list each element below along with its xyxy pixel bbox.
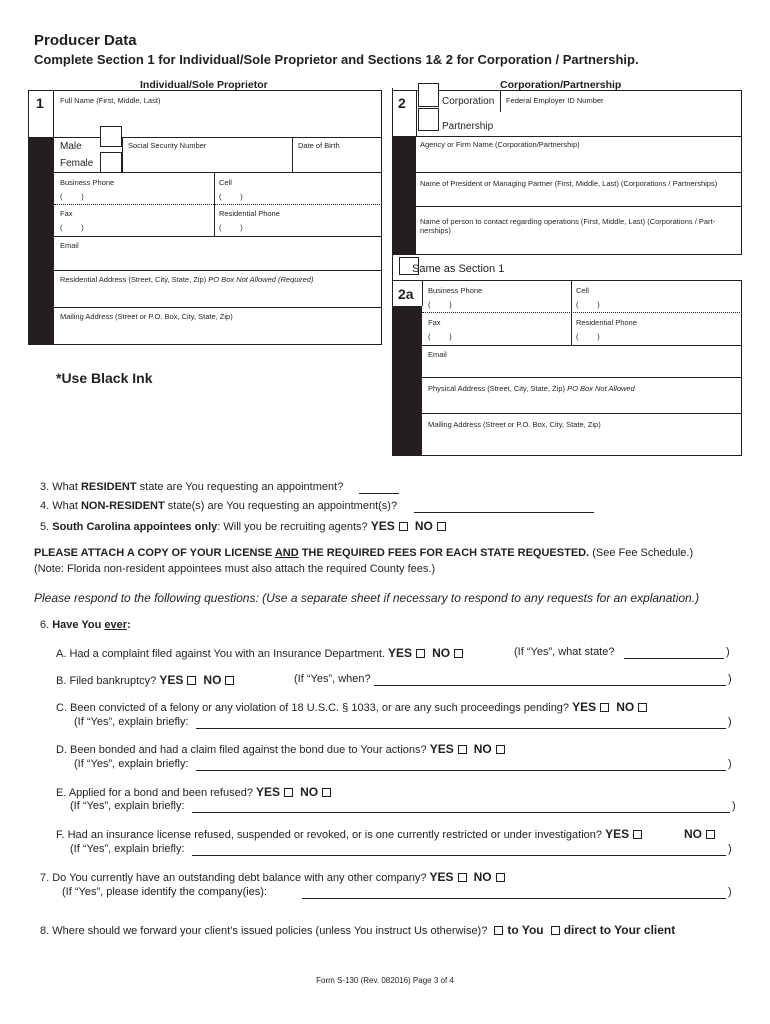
q7-yes-checkbox[interactable] xyxy=(458,873,467,882)
section1-number: 1 xyxy=(36,95,44,111)
q5-no-checkbox[interactable] xyxy=(437,522,446,531)
section2-heading: Corporation/Partnership xyxy=(500,79,622,91)
partnership-checkbox[interactable] xyxy=(418,108,439,131)
business-phone-area[interactable]: ( ) xyxy=(60,192,84,201)
question-3: 3. What RESIDENT state are You requesting an appointment? xyxy=(40,481,344,493)
2a-email-label: Email xyxy=(428,350,447,359)
mailing-address-label: Mailing Address (Street or P.O. Box, City, State, Zip) xyxy=(60,312,233,321)
divider xyxy=(416,172,742,173)
close-paren: ) xyxy=(728,716,732,728)
q6f-no-checkbox[interactable] xyxy=(706,830,715,839)
form-footer: Form S-130 (Rev. 082016) Page 3 of 4 xyxy=(316,976,454,985)
q6f-yes-checkbox[interactable] xyxy=(633,830,642,839)
2a-business-phone-area[interactable]: ( ) xyxy=(428,300,452,309)
question-6d: D. Been bonded and had a claim filed against the bond due to Your actions? YES NO xyxy=(56,742,509,756)
divider xyxy=(416,206,742,207)
fein-label: Federal Employer ID Number xyxy=(506,96,604,105)
close-paren: ) xyxy=(732,800,736,812)
divider xyxy=(54,236,382,237)
attach-license-notice: PLEASE ATTACH A COPY OF YOUR LICENSE AND THE REQUIRED FEES FOR EACH STATE REQUESTED. (See Fee Schedule.) xyxy=(34,547,694,559)
divider xyxy=(422,312,742,313)
2a-fax-label: Fax xyxy=(428,318,441,327)
divider xyxy=(416,136,742,137)
dob-label: Date of Birth xyxy=(298,141,340,150)
q6c-explain-prompt: (If “Yes”, explain briefly: xyxy=(74,716,189,728)
section1-heading: Individual/Sole Proprietor xyxy=(140,79,268,91)
2a-residential-phone-label: Residential Phone xyxy=(576,318,637,327)
question-5: 5. South Carolina appointees only: Will you be recruiting agents? YES NO xyxy=(40,519,450,533)
residential-phone-label: Residential Phone xyxy=(219,209,280,218)
to-you-label: to You xyxy=(507,923,544,937)
q6d-explain-line[interactable] xyxy=(196,770,726,771)
q6c-no-checkbox[interactable] xyxy=(638,703,647,712)
respond-instructions: Please respond to the following questions: (Use a separate sheet if necessary to respond to any requests for an explanation.) xyxy=(34,591,700,605)
2a-residential-phone-area[interactable]: ( ) xyxy=(576,332,600,341)
section1-side-bar xyxy=(28,137,54,345)
president-label: Name of President or Managing Partner (First, Middle, Last) (Corporations / Partnerships) xyxy=(420,179,718,188)
q6b-no-checkbox[interactable] xyxy=(225,676,234,685)
divider xyxy=(54,172,382,173)
question-6e: E. Applied for a bond and been refused? YES NO xyxy=(56,785,335,799)
section2a-number: 2a xyxy=(398,286,414,302)
question-8: 8. Where should we forward your client’s issued policies (unless You instruct Us otherwise)? to You direct to Your client xyxy=(40,923,676,937)
divider xyxy=(422,377,742,378)
q6c-explain-line[interactable] xyxy=(196,728,726,729)
q5-yes: YES xyxy=(370,519,395,533)
section2a-side-bar xyxy=(392,306,422,456)
2a-physical-address-note: PO Box Not Allowed xyxy=(567,384,635,393)
question-6f: F. Had an insurance license refused, suspended or revoked, or is one currently restricted or under investigation? YES xyxy=(56,827,646,841)
divider xyxy=(54,307,382,308)
residential-phone-area[interactable]: ( ) xyxy=(219,223,243,232)
female-label: Female xyxy=(60,158,94,169)
question-6b: B. Filed bankruptcy? YES NO xyxy=(56,673,238,687)
female-checkbox[interactable] xyxy=(100,152,122,173)
black-ink-note: *Use Black Ink xyxy=(56,370,153,386)
2a-cell-label: Cell xyxy=(576,286,589,295)
fax-label: Fax xyxy=(60,209,73,218)
direct-to-client-checkbox[interactable] xyxy=(551,926,560,935)
full-name-label: Full Name (First, Middle, Last) xyxy=(60,96,161,105)
q6d-yes-checkbox[interactable] xyxy=(458,745,467,754)
2a-physical-address-label: Physical Address (Street, City, State, Zip) PO Box Not Allowed xyxy=(428,384,635,393)
to-you-checkbox[interactable] xyxy=(494,926,503,935)
close-paren: ) xyxy=(728,886,732,898)
close-paren: ) xyxy=(728,673,732,685)
q7-identify-line[interactable] xyxy=(302,898,726,899)
corporation-checkbox[interactable] xyxy=(418,83,439,107)
q6b-when-line[interactable] xyxy=(374,685,726,686)
divider xyxy=(416,90,417,136)
q6b-when-prompt: (If “Yes”, when? xyxy=(294,673,371,685)
q6a-state-line[interactable] xyxy=(624,658,724,659)
florida-note: (Note: Florida non-resident appointees must also attach the required County fees.) xyxy=(34,563,436,575)
2a-fax-area[interactable]: ( ) xyxy=(428,332,452,341)
q7-no-checkbox[interactable] xyxy=(496,873,505,882)
corporation-label: Corporation xyxy=(442,96,495,107)
close-paren: ) xyxy=(728,843,732,855)
divider xyxy=(500,90,501,112)
partnership-label: Partnership xyxy=(442,121,494,132)
male-checkbox[interactable] xyxy=(100,126,122,147)
2a-cell-area[interactable]: ( ) xyxy=(576,300,600,309)
q6d-explain-prompt: (If “Yes”, explain briefly: xyxy=(74,758,189,770)
question-6: 6. Have You ever: xyxy=(40,619,131,631)
q6e-no-checkbox[interactable] xyxy=(322,788,331,797)
q6a-no-checkbox[interactable] xyxy=(454,649,463,658)
q7-identify-prompt: (If “Yes”, please identify the company(ies): xyxy=(62,886,268,898)
divider xyxy=(292,137,293,172)
q6f-explain-prompt: (If “Yes”, explain briefly: xyxy=(70,843,185,855)
fax-area[interactable]: ( ) xyxy=(60,223,84,232)
ssn-label: Social Security Number xyxy=(128,141,207,150)
question-6c: C. Been convicted of a felony or any violation of 18 U.S.C. § 1033, or are any such proceedings pending? YES NO xyxy=(56,700,651,714)
q6e-explain-prompt: (If “Yes”, explain briefly: xyxy=(70,800,185,812)
same-as-section1-label: Same as Section 1 xyxy=(412,263,505,275)
q6c-yes-checkbox[interactable] xyxy=(600,703,609,712)
divider xyxy=(422,280,423,306)
q5-yes-checkbox[interactable] xyxy=(399,522,408,531)
q6f-explain-line[interactable] xyxy=(192,855,726,856)
q6e-explain-line[interactable] xyxy=(192,812,730,813)
divider xyxy=(422,345,742,346)
email-label: Email xyxy=(60,241,79,250)
q4-answer-line[interactable] xyxy=(414,512,594,513)
direct-to-client-label: direct to Your client xyxy=(563,923,676,937)
cell-label: Cell xyxy=(219,178,232,187)
q6d-no-checkbox[interactable] xyxy=(496,745,505,754)
agency-name-label: Agency or Firm Name (Corporation/Partnership) xyxy=(420,140,580,149)
section2-side-bar xyxy=(392,136,416,255)
business-phone-label: Business Phone xyxy=(60,178,115,187)
q6a-state-prompt: (If “Yes”, what state? xyxy=(514,646,615,658)
question-4: 4. What NON-RESIDENT state(s) are You requesting an appointment(s)? xyxy=(40,500,398,512)
male-label: Male xyxy=(60,141,82,152)
section2-number: 2 xyxy=(398,95,406,111)
page-title: Producer Data xyxy=(34,32,137,49)
divider xyxy=(54,270,382,271)
question-6a: A. Had a complaint filed against You with an Insurance Department. YES NO xyxy=(56,646,467,660)
question-7: 7. Do You currently have an outstanding debt balance with any other company? YES NO xyxy=(40,870,509,884)
q6b-yes-checkbox[interactable] xyxy=(187,676,196,685)
close-paren: ) xyxy=(726,646,730,658)
divider xyxy=(422,413,742,414)
divider xyxy=(54,204,382,205)
q3-answer-line[interactable] xyxy=(359,493,399,494)
residential-address-label: Residential Address (Street, City, State, Zip) PO Box Not Allowed (Required) xyxy=(60,275,314,284)
close-paren: ) xyxy=(728,758,732,770)
q6f-no: NO xyxy=(684,827,719,841)
contact-person-label: Name of person to contact regarding operations (First, Middle, Last) (Corporations / Part-nerships) xyxy=(420,217,716,235)
q5-no: NO xyxy=(414,519,433,533)
divider xyxy=(122,137,123,172)
residential-address-note: PO Box Not Allowed (Required) xyxy=(208,275,314,284)
2a-business-phone-label: Business Phone xyxy=(428,286,483,295)
cell-area[interactable]: ( ) xyxy=(219,192,243,201)
q6a-yes-checkbox[interactable] xyxy=(416,649,425,658)
2a-mailing-address-label: Mailing Address (Street or P.O. Box, City, State, Zip) xyxy=(428,420,601,429)
page-subtitle: Complete Section 1 for Individual/Sole Proprietor and Sections 1& 2 for Corporation / Partnership. xyxy=(34,52,639,67)
q6e-yes-checkbox[interactable] xyxy=(284,788,293,797)
